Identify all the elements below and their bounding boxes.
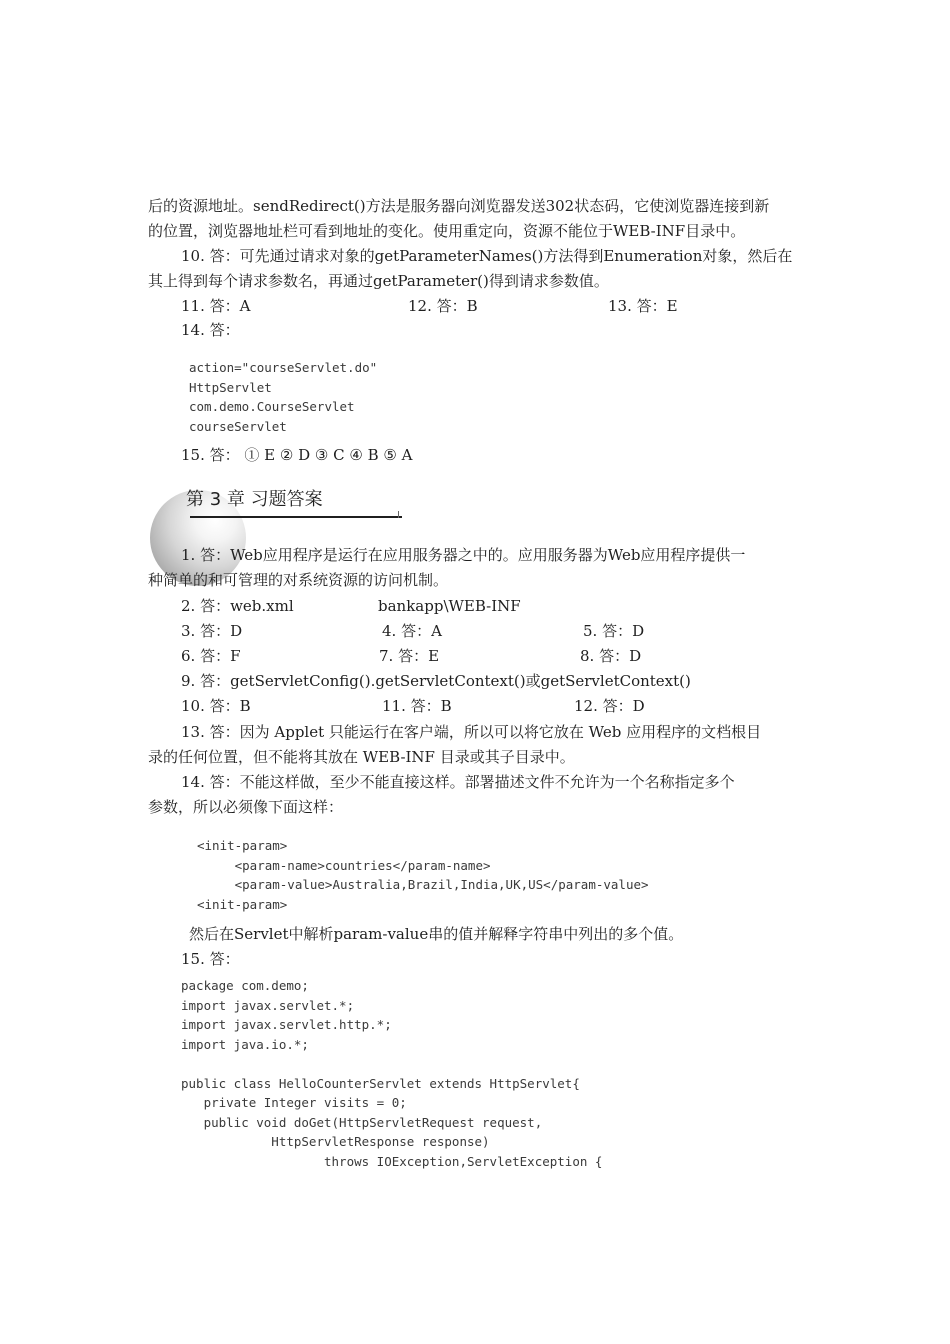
answer-14: 14. 答： [181,321,240,339]
ch3-answer-9: 9. 答：getServletConfig().getServletContext()或getServletContext() [181,672,691,690]
paragraph-line: 的位置，浏览器地址栏可看到地址的变化。使用重定向，资源不能位于WEB-INF目录中。 [148,222,746,240]
answer-10: 10. 答：可先通过请求对象的getParameterNames()方法得到Enumeration对象，然后在 [181,247,793,265]
paragraph-line: 录的任何位置，但不能将其放在 WEB-INF 目录或其子目录中。 [148,748,575,766]
ch3-answer-15: 15. 答： [181,950,240,968]
ch3-answer-12: 12. 答：D [574,697,645,715]
heading-underline-tick [398,511,399,518]
ch3-answer-14: 14. 答：不能这样做，至少不能直接这样。部署描述文件不允许为一个名称指定多个 [181,773,735,791]
answer-12: 12. 答：B [408,297,478,315]
ch3-answer-10: 10. 答：B [181,697,251,715]
ch3-answer-1: 1. 答：Web应用程序是运行在应用服务器之中的。应用服务器为Web应用程序提供一 [181,546,746,564]
ch3-answer-7: 7. 答：E [379,647,440,665]
answer-13: 13. 答：E [608,297,678,315]
answer-15: 15. 答： ① E ② D ③ C ④ B ⑤ A [181,446,413,464]
ch3-answer-13: 13. 答：因为 Applet 只能运行在客户端，所以可以将它放在 Web 应用程序的文档根目 [181,723,762,741]
ch3-answer-2-path: bankapp\WEB-INF [378,597,521,615]
code-block-2: <init-param> <param-name>countries</param-name> <param-value>Australia,Brazil,India,UK,US</param-value> <init-param> [197,838,649,912]
ch3-answer-3: 3. 答：D [181,622,243,640]
ch3-answer-5: 5. 答：D [583,622,645,640]
answer-11: 11. 答：A [181,297,251,315]
ch3-answer-2: 2. 答：web.xml [181,597,294,615]
paragraph-line: 后的资源地址。sendRedirect()方法是服务器向浏览器发送302状态码，它使浏览器连接到新 [148,197,770,215]
chapter-heading: 第 3 章 习题答案 [186,489,323,510]
ch3-answer-11: 11. 答：B [382,697,452,715]
ch3-answer-6: 6. 答：F [181,647,241,665]
ch3-answer-4: 4. 答：A [382,622,442,640]
paragraph-line: 其上得到每个请求参数名，再通过getParameter()得到请求参数值。 [148,272,609,290]
paragraph-line: 参数，所以必须像下面这样： [148,798,344,816]
code-block-1: action="courseServlet.do" HttpServlet com.demo.CourseServlet courseServlet [189,360,378,434]
heading-underline [190,516,402,518]
ch3-answer-8: 8. 答：D [580,647,642,665]
paragraph-line: 然后在Servlet中解析param-value串的值并解释字符串中列出的多个值。 [189,925,684,943]
paragraph-line: 种简单的和可管理的对系统资源的访问机制。 [148,571,449,589]
code-block-3: package com.demo; import javax.servlet.*; import javax.servlet.http.*; import java.io.*; public class HelloCounterServlet extends HttpServlet{ private Integer visits = 0; public void doGet(HttpServletRequest request, HttpServletResponse response) throws IOException,ServletException { [181,978,603,1169]
